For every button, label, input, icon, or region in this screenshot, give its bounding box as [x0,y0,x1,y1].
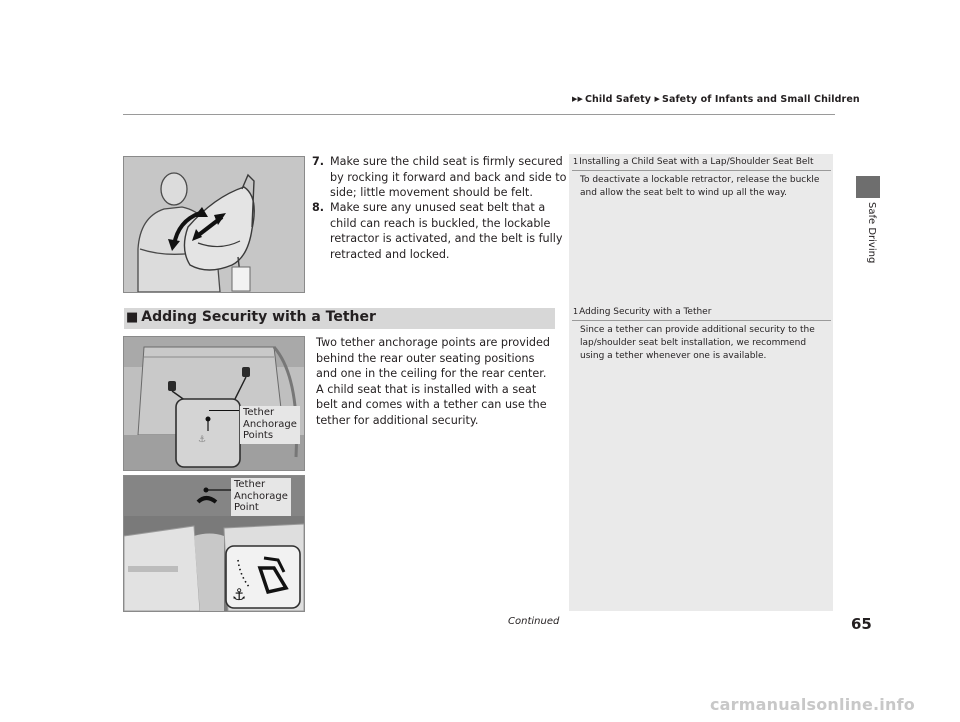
breadcrumb-item-infants[interactable]: Safety of Infants and Small Children [662,94,860,105]
note-body-tether: Since a tether can provide additional security to the lap/shoulder seat belt installation, we recommend using a tether whenever one is available. [580,325,815,362]
notes-sidebar [569,154,833,611]
callout-leader-line [209,410,239,411]
person-holding-seat-illustration [124,157,304,292]
callout-line: Anchorage [234,490,288,502]
step-number: 7. [312,155,325,168]
figure-rocking-child-seat [123,156,305,293]
note-title-text: Adding Security with a Tether [579,307,712,317]
side-tab-text: Safe Driving [866,202,877,264]
section-heading [126,309,376,325]
figure-tether-anchorage-points [123,336,305,471]
note-reference-icon: 1 [573,307,579,316]
breadcrumb [572,94,860,105]
breadcrumb-arrow-icon: ▶ [654,95,660,103]
callout-tether-anchorage-points [240,406,300,444]
svg-text:⚓: ⚓ [198,435,207,445]
step-7 [312,154,570,201]
callout-tether-anchorage-point [231,478,291,516]
note-reference-icon: 1 [573,157,579,166]
step-text: Make sure any unused seat belt that a child can reach is buckled, the lockable retractor is activated, and the belt is fully retracted and locked. [330,201,563,261]
note-divider [572,320,831,321]
continued-label: Continued [508,616,560,627]
note-title-tether [573,307,711,317]
section-tab-marker [856,176,880,198]
step-8 [312,200,570,262]
note-divider [572,170,831,171]
callout-line: Point [234,502,259,513]
note-title-lap-shoulder [573,157,814,167]
side-tab-label [850,198,886,288]
callout-line: Points [243,430,274,441]
section-body: Two tether anchorage points are provided behind the rear outer seating positions and one in the ceiling for the rear center. A child seat that is installed with a seat belt and comes with a tether can use the tether for additional security. [316,336,551,427]
callout-line: Tether [234,479,266,490]
callout-line: Anchorage [243,418,297,430]
note-title-text: Installing a Child Seat with a Lap/Shoulder Seat Belt [579,157,814,167]
note-body-lap-shoulder: To deactivate a lockable retractor, release the buckle and allow the seat belt to wind up all the way. [580,175,820,199]
header-rule [123,114,835,115]
breadcrumb-item-child-safety[interactable]: Child Safety [584,94,652,105]
cargo-area-illustration [124,337,304,470]
callout-line: Tether [243,407,275,418]
breadcrumb-arrow-icon: ▶▶ [572,95,583,103]
svg-text:⚓: ⚓ [232,585,247,604]
section-square-icon: ■ [126,310,139,325]
step-text: Make sure the child seat is firmly secured by rocking it forward and back and side to side; little movement should be felt. [330,155,567,200]
step-number: 8. [312,201,325,214]
site-watermark: carmanualsonline.info [710,695,915,714]
section-heading-text: Adding Security with a Tether [141,309,376,325]
page-number: 65 [851,615,872,633]
